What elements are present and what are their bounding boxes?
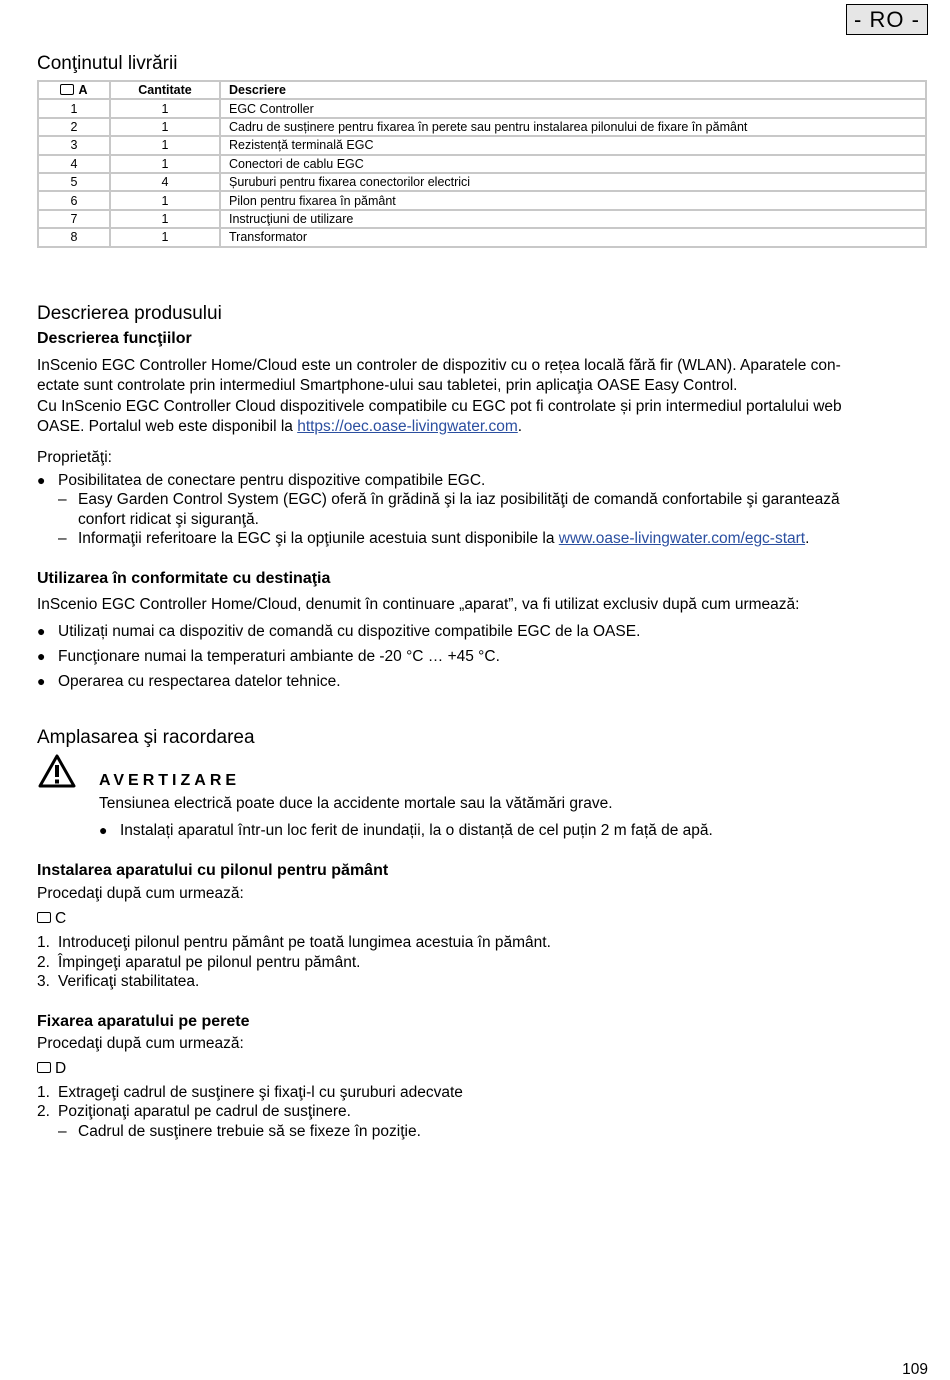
dash-marker: – [58, 1123, 67, 1140]
col-a-header: A [38, 81, 110, 99]
dash-marker: – [58, 530, 67, 547]
language-badge: - RO - [846, 4, 928, 35]
dash-item-info: Informaţii referitoare la EGC şi la opţiunile acestuia sunt disponibile la www.oase-livingwater.com/egc-start. [78, 530, 810, 547]
ground-install-intro: Procedaţi după cum urmează: [37, 885, 244, 902]
col-qty-header: Cantitate [110, 81, 220, 99]
table-row: 1 1 EGC Controller [38, 99, 926, 117]
bullet-dot: ● [37, 623, 46, 639]
figure-box-icon [60, 84, 74, 95]
wall-step-2: 2. Poziţionaţi aparatul pe cadrul de susţinere. [37, 1103, 351, 1120]
table-row: 2 1 Cadru de susținere pentru fixarea în perete sau pentru instalarea pilonului de fixare în pământ [38, 118, 926, 136]
bullet-dot: ● [37, 673, 46, 689]
intended-use-bullet: Funcţionare numai la temperaturi ambiante de -20 °C … +45 °C. [58, 648, 500, 665]
table-row: 7 1 Instrucţiuni de utilizare [38, 210, 926, 228]
functions-paragraph-2: Cu InScenio EGC Controller Cloud dispozitivele compatibile cu EGC pot fi controlate și prin intermediul portalului web OASE. Portalul web este disponibil la https://oec.oase-livingwater.com. [37, 398, 842, 435]
wall-mount-intro: Procedaţi după cum urmează: [37, 1035, 244, 1052]
placement-title: Amplasarea şi racordarea [37, 727, 255, 748]
functions-subtitle: Descrierea funcţiilor [37, 330, 192, 347]
bullet-dot: ● [37, 648, 46, 664]
figure-ref-d: D [37, 1059, 66, 1079]
figure-ref-c: C [37, 909, 66, 929]
property-bullet: Posibilitatea de conectare pentru dispozitive compatibile EGC. [58, 472, 486, 489]
figure-box-icon [37, 912, 51, 923]
col-desc-header: Descriere [220, 81, 926, 99]
table-row: 8 1 Transformator [38, 228, 926, 246]
intended-use-bullet: Operarea cu respectarea datelor tehnice. [58, 673, 341, 690]
bullet-dot: ● [37, 472, 46, 488]
figure-box-icon [37, 1062, 51, 1073]
warning-triangle-icon [38, 754, 76, 788]
ground-install-title: Instalarea aparatului cu pilonul pentru pământ [37, 862, 389, 879]
dash-item-egc: Easy Garden Control System (EGC) oferă în grădină şi la iaz posibilităţi de comandă confortabile şi garantează confort ridicat şi siguranţă. [78, 491, 840, 528]
table-row: 4 1 Conectori de cablu EGC [38, 155, 926, 173]
warning-label: AVERTIZARE [99, 772, 241, 789]
delivery-table [37, 80, 927, 248]
portal-link[interactable]: https://oec.oase-livingwater.com [297, 418, 518, 435]
delivery-title: Conţinutul livrării [37, 53, 178, 74]
table-header-row [38, 81, 926, 99]
properties-label: Proprietăţi: [37, 449, 112, 466]
ground-step-1: 1. Introduceţi pilonul pentru pământ pe toată lungimea acestuia în pământ. [37, 934, 551, 951]
dash-marker: – [58, 491, 67, 508]
functions-paragraph-1: InScenio EGC Controller Home/Cloud este un controler de dispozitiv cu o rețea locală fără fir (WLAN). Aparatele con- ectate sunt controlate prin intermediul Smartphone-ului sau tabletei, prin aplicaţia OASE Easy Control. [37, 357, 841, 394]
wall-sub-step: Cadrul de susţinere trebuie să se fixeze în poziţie. [78, 1123, 421, 1140]
ground-step-2: 2. Împingeţi aparatul pe pilonul pentru pământ. [37, 954, 361, 971]
page-number: 109 [902, 1361, 928, 1378]
ground-step-3: 3. Verificaţi stabilitatea. [37, 973, 200, 990]
intended-use-title: Utilizarea în conformitate cu destinaţia [37, 570, 331, 587]
egc-start-link[interactable]: www.oase-livingwater.com/egc-start [558, 530, 806, 547]
intended-use-intro: InScenio EGC Controller Home/Cloud, denumit în continuare „aparat”, va fi utilizat exclusiv după cum urmează: [37, 596, 800, 613]
wall-step-1: 1. Extrageţi cadrul de susţinere şi fixaţi-l cu şuruburi adecvate [37, 1084, 463, 1101]
warning-bullet: Instalați aparatul într-un loc ferit de inundații, la o distanță de cel puțin 2 m față de apă. [120, 822, 713, 839]
table-row: 5 4 Șuruburi pentru fixarea conectorilor electrici [38, 173, 926, 191]
intended-use-bullet: Utilizați numai ca dispozitiv de comandă cu dispozitive compatibile EGC de la OASE. [58, 623, 641, 640]
wall-mount-title: Fixarea aparatului pe perete [37, 1013, 250, 1030]
product-title: Descrierea produsului [37, 303, 222, 324]
bullet-dot: ● [99, 822, 108, 838]
warning-text: Tensiunea electrică poate duce la accidente mortale sau la vătămări grave. [99, 795, 613, 812]
table-row: 6 1 Pilon pentru fixarea în pământ [38, 191, 926, 209]
table-row: 3 1 Rezistență terminală EGC [38, 136, 926, 154]
